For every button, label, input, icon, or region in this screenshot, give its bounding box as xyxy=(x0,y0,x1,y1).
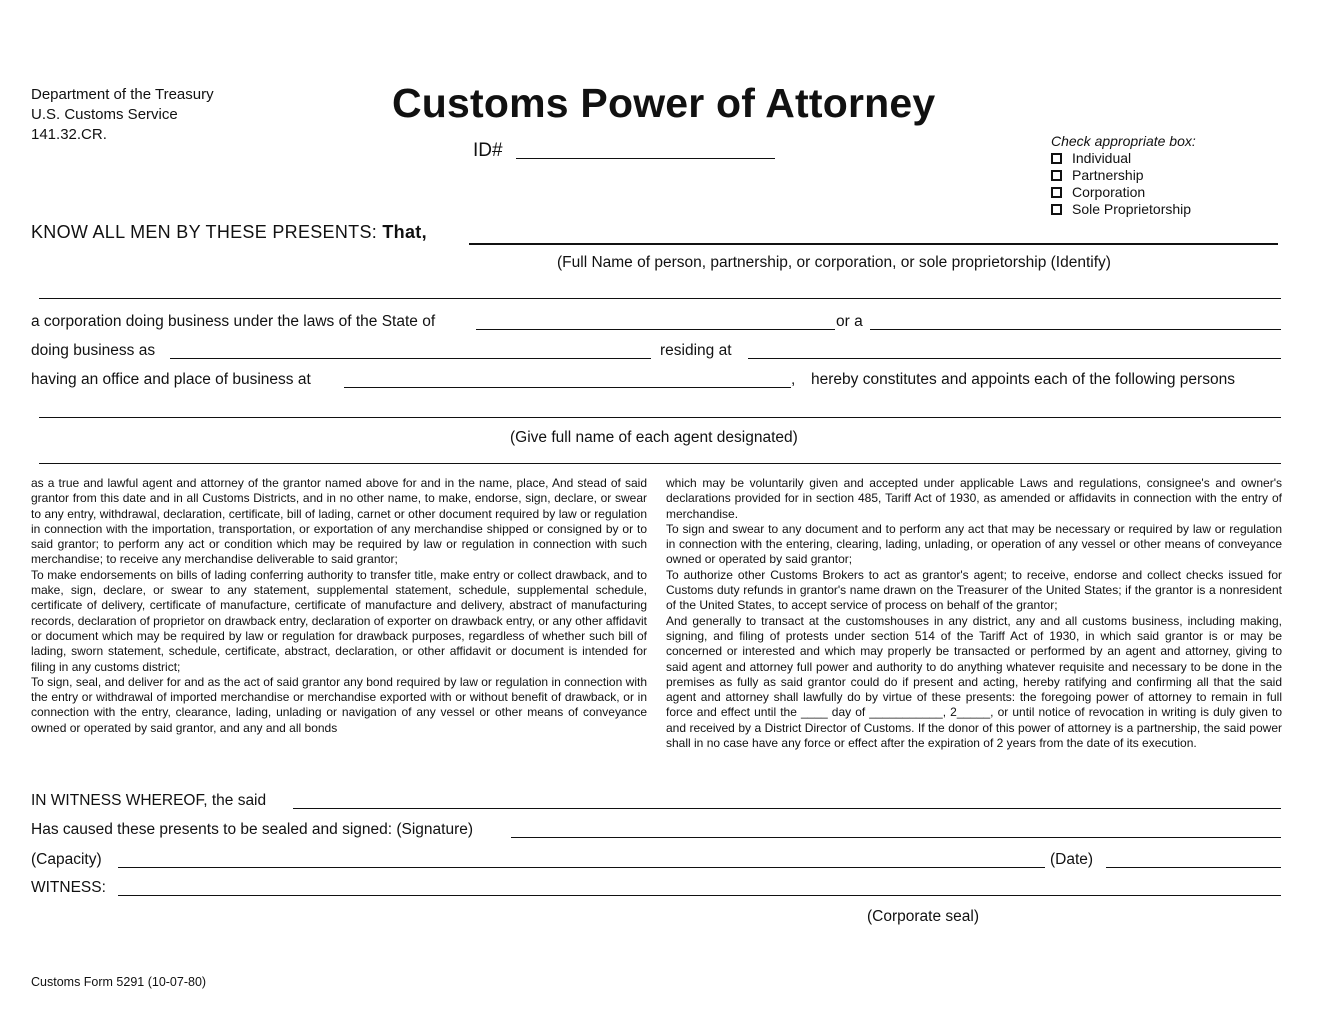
constitutes-text: hereby constitutes and appoints each of the following persons xyxy=(811,371,1235,388)
grantor-name-continuation-field[interactable] xyxy=(39,298,1281,299)
checkbox-heading: Check appropriate box: xyxy=(1051,133,1196,149)
checkbox-individual[interactable] xyxy=(1051,150,1196,167)
agent-names-field[interactable] xyxy=(39,417,1281,418)
capacity-field[interactable] xyxy=(118,867,1045,868)
checkbox-box[interactable] xyxy=(1051,204,1062,215)
residing-at-field[interactable] xyxy=(748,358,1281,359)
date-label: (Date) xyxy=(1050,851,1094,868)
that-text: That, xyxy=(382,222,427,242)
checkbox-corporation[interactable] xyxy=(1051,184,1196,201)
body-paragraph: as a true and lawful agent and attorney of the grantor named above for and in the name, place, And stead of said grantor from this date and in all Customs Districts, and in no other name, to make, endorse, sign, declare, or swear to any entry, withdrawal, declaration, certificate, bill of lading, carnet or other document required by law or regulation in connection with the importation, transportation, or exportation of any merchandise shipped or consigned by or to said grantor; to perform any act or condition which may be required by law or regulation in connection with such merchandise; to receive any merchandise deliverable to said grantor; xyxy=(31,476,647,567)
body-paragraph: which may be voluntarily given and accepted under applicable Laws and regulations, consignee's and owner's declarations provided for in section 485, Tariff Act of 1930, as amended or affidavits in connection with the entry of merchandise. xyxy=(666,476,1282,521)
body-right-column xyxy=(666,476,1282,751)
body-left-column xyxy=(31,476,647,736)
checkbox-box[interactable] xyxy=(1051,187,1062,198)
entity-type-field[interactable] xyxy=(870,329,1281,330)
full-name-caption: (Full Name of person, partnership, or corporation, or sole proprietorship (Identify) xyxy=(557,254,1111,271)
dept-line: Department of the Treasury xyxy=(31,86,214,103)
id-label: ID# xyxy=(473,140,503,161)
corporate-seal-label: (Corporate seal) xyxy=(867,908,979,925)
department-block xyxy=(31,85,214,145)
checkbox-label: Sole Proprietorship xyxy=(1072,201,1192,217)
grantor-witness-field[interactable] xyxy=(293,808,1281,809)
checkbox-label: Corporation xyxy=(1072,184,1146,200)
capacity-label: (Capacity) xyxy=(31,851,102,868)
form-number: Customs Form 5291 (10-07-80) xyxy=(31,975,207,989)
comma: , xyxy=(791,371,796,388)
checkbox-sole-proprietorship[interactable] xyxy=(1051,201,1196,218)
witness-label: WITNESS: xyxy=(31,879,106,896)
office-label: having an office and place of business at xyxy=(31,371,311,388)
grantor-name-field[interactable] xyxy=(469,243,1278,245)
signature-label: Has caused these presents to be sealed and signed: (Signature) xyxy=(31,821,474,838)
checkbox-box[interactable] xyxy=(1051,170,1062,181)
residing-at-label: residing at xyxy=(660,342,732,359)
corporation-state-label: a corporation doing business under the laws of the State of xyxy=(31,313,436,330)
body-paragraph: And generally to transact at the customshouses in any district, any and all customs business, including making, signing, and filing of protests under section 514 of the Tariff Act of 1930, in which said grantor is or may be concerned or interested and which may properly be transacted or performed by an agent and attorney, giving to said agent and attorney full power and authority to do anything whatever requisite and necessary to be done in the premises as fully as said grantor could do if present and acting, hereby ratifying and confirming all that the said agent and attorney shall lawfully do by virtue of these presents: the foregoing power of attorney to remain in full force and effect until the ____ day of ___________, 2_____, or until notice of revocation in writing is duly given to and received by a District Director of Customs. If the donor of this power of attorney is a partnership, the said power shall in no case have any force or effect after the expiration of 2 years from the date of its execution. xyxy=(666,613,1282,751)
agent-caption: (Give full name of each agent designated) xyxy=(510,429,798,446)
agent-names-continuation-field[interactable] xyxy=(39,463,1281,464)
date-field[interactable] xyxy=(1106,867,1281,868)
dept-line: 141.32.CR. xyxy=(31,126,107,143)
doing-business-as-field[interactable] xyxy=(170,358,651,359)
witness-field[interactable] xyxy=(118,895,1281,896)
checkbox-box[interactable] xyxy=(1051,153,1062,164)
checkbox-label: Individual xyxy=(1072,150,1132,166)
body-paragraph: To authorize other Customs Brokers to act as grantor's agent; to receive, endorse and collect checks issued for Customs duty refunds in grantor's name drawn on the Treasurer of the United States; if the grantor is a nonresident of the United States, to accept service of process on behalf of the grantor; xyxy=(666,567,1282,613)
know-all-text: KNOW ALL MEN BY THESE PRESENTS: xyxy=(31,222,378,242)
signature-field[interactable] xyxy=(511,837,1281,838)
office-address-field[interactable] xyxy=(344,387,791,388)
page-title: Customs Power of Attorney xyxy=(392,80,936,126)
witness-whereof-label: IN WITNESS WHEREOF, the said xyxy=(31,792,267,809)
body-paragraph: To make endorsements on bills of lading conferring authority to transfer title, make entry or collect drawback, and to make, sign, declare, or swear to any statement, supplemental statement, schedule, supplemental schedule, certificate of delivery, certificate of manufacture, certificate of manufacture and delivery, abstract of manufacturing records, declaration of proprietor on drawback entry, declaration of exporter on drawback entry, or any other affidavit or document which may be required by law or regulation for drawback purposes, regardless of whether such bill of lading, sworn statement, schedule, certificate, abstract, declaration, or other affidavit or document is intended for filing in any customs district; xyxy=(31,567,647,674)
body-paragraph: To sign and swear to any document and to perform any act that may be necessary or required by law or regulation in connection with the entering, clearing, lading, unlading, or operation of any vessel or other means of conveyance owned or operated by said grantor; xyxy=(666,521,1282,567)
body-paragraph: To sign, seal, and deliver for and as the act of said grantor any bond required by law or regulation in connection with the entry or withdrawal of imported merchandise or merchandise exported with or without benefit of drawback, or in connection with the entry, clearance, lading, unlading or navigation of any vessel or other means of conveyance owned or operated by said grantor, and any and all bonds xyxy=(31,674,647,735)
know-all-men-heading xyxy=(31,222,427,243)
or-a-label: or a xyxy=(836,313,863,330)
dept-line: U.S. Customs Service xyxy=(31,106,178,123)
doing-business-as-label: doing business as xyxy=(31,342,156,359)
checkbox-label: Partnership xyxy=(1072,167,1144,183)
state-field[interactable] xyxy=(476,329,835,330)
entity-type-checkboxes xyxy=(1051,132,1196,218)
checkbox-partnership[interactable] xyxy=(1051,167,1196,184)
id-field[interactable] xyxy=(516,158,775,159)
